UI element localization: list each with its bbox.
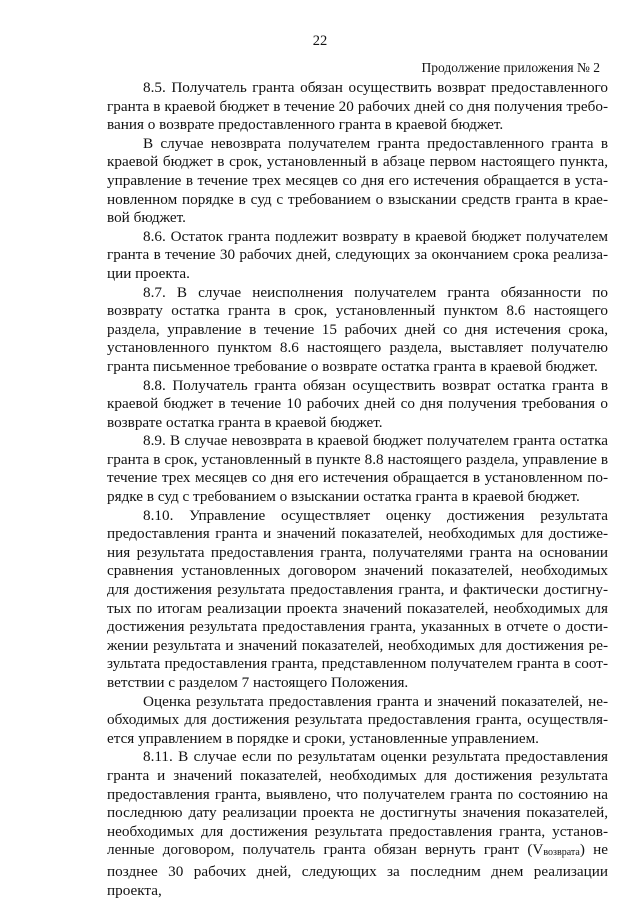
paragraph-8-10-assessment: Оценка результата предоставления гранта и значений показателей, необходимых для достижения результата предоставления гранта, осуществляется управлением в порядке и сроки, установленные управлением. [107, 692, 608, 747]
paragraph-8-11 [107, 748, 608, 900]
paragraph-8-7: 8.7. В случае неисполнения получателем гранта обязанности по возврату остатка гранта в срок, установленный пунктом 8.6 настоящего раздела, управление в течение 15 рабочих дней со дня истечения срока, установленного пунктом 8.6 настоящего раздела, выставляет получателю гранта письменное требование о возврате остатка гранта в краевой бюджет. [107, 283, 608, 375]
paragraph-8-9: 8.9. В случае невозврата в краевой бюджет получателем гранта остатка гранта в срок, установленный в пункте 8.8 настоящего раздела, управление в течение трех месяцев со дня его истечения обращается в установленном порядке в суд с требованием о взыскании остатка гранта в краевой бюджет. [107, 432, 608, 506]
page-number: 22 [312, 33, 328, 49]
paragraph-8-10: 8.10. Управление осуществляет оценку достижения результата предоставления гранта и значений показателей, необходимых для достижения результата предоставления гранта, получателями гранта на основании сравнения установленных договором значений показателей, необходимых для достижения результата предоставления гранта, и фактически достигнутых по итогам реализации проекта значений показателей, необходимых для достижения результата предоставления гранта, указанных в отчете о достижении результата и значений показателей, необходимых для достижения результата предоставления гранта, представленном получателем гранта в соответствии с разделом 7 настоящего Положения. [107, 506, 608, 691]
refund-volume-subscript: возврата [543, 847, 580, 859]
paragraph-8-11-text-end: ) не позднее 30 рабочих дней, следующих за последним днем реализации проекта, [107, 841, 608, 899]
document-body [107, 79, 608, 900]
paragraph-8-11-text-start: 8.11. В случае если по результатам оценки результата предоставления гранта и значений показателей, необходимых для достижения результата предоставления гранта, выявлено, что получателем гранта по состоянию на последнюю дату реализации проекта не достигнуты значения показателей, необходимых для достижения результата предоставления гранта, установленные договором, получатель гранта обязан вернуть грант (V [107, 748, 608, 859]
paragraph-8-5: 8.5. Получатель гранта обязан осуществить возврат предоставленного гранта в краевой бюджет в течение 20 рабочих дней со дня получения требования о возврате предоставленного гранта в краевой бюджет. [107, 79, 608, 134]
paragraph-8-8: 8.8. Получатель гранта обязан осуществить возврат остатка гранта в краевой бюджет в течение 10 рабочих дней со дня получения требования о возврате остатка гранта в краевой бюджет. [107, 376, 608, 431]
appendix-continuation-note: Продолжение приложения № 2 [421, 60, 600, 75]
paragraph-8-5-refund-failure: В случае невозврата получателем гранта предоставленного гранта в краевой бюджет в срок, установленный в абзаце первом настоящего пункта, управление в течение трех месяцев со дня его истечения обращается в установленном порядке в суд с требованием о взыскании средств гранта в краевой бюджет. [107, 134, 608, 227]
paragraph-8-6: 8.6. Остаток гранта подлежит возврату в краевой бюджет получателем гранта в течение 30 рабочих дней, следующих за окончанием срока реализации проекта. [107, 227, 608, 282]
